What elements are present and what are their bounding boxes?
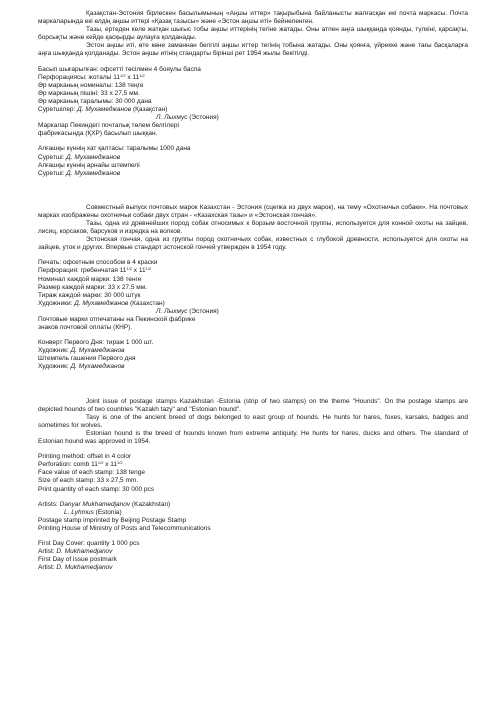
section-kazakh xyxy=(38,10,468,178)
intro-paragraph: Joint issue of postage stamps Kazakhstan -Estonia (strip of two stamps) on the theme "Hounds". On the postage stamps are depicted hounds of two countries "Kazakh tazy" and "Estonian hound". xyxy=(38,397,468,413)
first-day-cover: First Day Cover: quantity 1 000 pcs xyxy=(38,539,140,547)
first-day-postmark: Алғашқы күннің арнайы штемпелі xyxy=(38,161,140,169)
print-quantity: Print quantity of each stamp: 30 000 pcs xyxy=(38,485,154,493)
estonian-hound-paragraph: Эстон аңшы иті, өте көне заманнан белгілі аңшы иттер тегінің тобына жатады. Оны қоянға, үйрекке және тағы басқаларға аңға шыққанда қолданады. Эстон аңшы итінің стандарты бірінші рет 1954 жылы бекітілді. xyxy=(38,42,468,58)
first-day-cover: Конверт Первого Дня: тираж 1 000 шт. xyxy=(38,339,154,347)
artist-second: Л. Лыхмус (Эстония) xyxy=(156,307,219,315)
printing-method: Басып шығарылған: офсетті төсілмен 4 бояулы баспа xyxy=(38,65,201,73)
printed-at-line2: фабрикасында (ҚХР) басылып шыққан. xyxy=(38,130,158,138)
intro-paragraph: Қазақстан-Эстония бірлескен басылымының «Аңшы иттер» тақырыбына байланысты жалғасқан екі почта маркасы. Почта маркаларында екі елдің аңшы иттері «Қазақ тазысы» және «Эстон аңшы иті» бейнеленген. xyxy=(38,10,468,26)
artists: Суретшілер: Д. Мухамеджанов (Қазақстан) xyxy=(38,106,168,114)
stamp-size: Size of each stamp: 33 x 27,5 mm. xyxy=(38,477,139,485)
face-value: Номинал каждой марки: 138 тенге xyxy=(38,275,142,283)
perforation: Перфорация: гребенчатая $11^{1/2}$ x $11^{1/2}$ xyxy=(38,266,152,275)
perforation: Перфорациясы: жотальі $11^{1/2}$ x $11^{1/2}$ xyxy=(38,72,145,81)
stamp-size: Әр марканың пішіні: 33 х 27,5 мм. xyxy=(38,89,140,97)
face-value: Face value of each stamp: 138 tenge xyxy=(38,469,145,477)
printing-method: Printing method: offset in 4 color xyxy=(38,453,132,461)
printing-method: Печать: офсетным способом в 4 краски xyxy=(38,259,158,267)
first-day-postmark: First Day of issue postmark xyxy=(38,556,117,564)
estonian-hound-paragraph: Эстонская гончая, одна из группы пород охотничьих собак, известных с глубокой древности, используется для охоты на зайцев, уток и других. Впервые стандарт эстонской гончей утвержден в 1954 году. xyxy=(38,236,468,252)
section-russian xyxy=(38,204,468,372)
print-quantity: Әр марканың таралымы: 30 000 дана xyxy=(38,97,152,105)
printed-at-line2: знаков почтовой оплаты (КНР). xyxy=(38,324,133,332)
first-day-postmark: Штемпель гашения Первого дня xyxy=(38,355,136,363)
fdc-artist: Artist: D. Mukhamedjanov xyxy=(38,548,113,556)
artists: Художники: Д. Мухамеджанов (Казахстан) xyxy=(38,299,165,307)
perforation: Perforation: comb $11^{1/2}$ x $11^{1/2}$ xyxy=(38,460,123,469)
face-value: Әр марканың номиналы: 138 теңге xyxy=(38,81,144,89)
printed-at-line1: Почтовые марки отпечатаны на Пекинской фабрике xyxy=(38,316,196,323)
print-quantity: Тираж каждой марки: 30 000 штук xyxy=(38,291,141,299)
document-page xyxy=(38,10,468,572)
postmark-artist: Суретші: Д. Мухамеджанов xyxy=(38,169,121,177)
artists: Artists: Danyar Mukhamedjanov (Kazakhstan) xyxy=(38,500,171,508)
tazy-paragraph: Tasy is one of the ancient breed of dogs belonged to east group of hounds. He hunts for hares, foxes, karsaks, badges and sometimes for wolves. xyxy=(38,413,468,429)
postmark-artist: Artist: D. Mukhamedjanov xyxy=(38,564,113,572)
fdc-artist: Художник: Д. Мухамеджанов xyxy=(38,347,125,355)
intro-paragraph: Совместный выпуск почтовых марок Казахстан - Эстония (сцепка из двух марок), на тему «Охотничьи собаки». На почтовых марках изображены охотничьи собаки двух стран - «Казахская тазы» и «Эстонская гончая». xyxy=(38,203,468,219)
estonian-hound-paragraph: Estonian hound is the breed of hounds known from extreme antiquity. He hunts for hares, ducks and others. The standard of Estonian hound was approved in 1954. xyxy=(38,429,468,446)
postmark-artist: Художник: Д. Мухамеджанов xyxy=(38,363,125,371)
printed-at-line2: Printing House of Ministry of Posts and Telecommunications xyxy=(38,524,211,532)
stamp-size: Размер каждой марки: 33 х 27,5 мм. xyxy=(38,283,148,291)
printed-at-line1: Маркалар Пекиндегі почталық төлем белгілері xyxy=(38,122,179,130)
fdc-artist: Суретші: Д. Мухамеджанов xyxy=(38,153,121,161)
artist-second: Л. Лыхмус (Эстония) xyxy=(156,114,219,122)
first-day-cover: Алғашқы күннің хат қалтасы: таралымы 1000 дана xyxy=(38,145,191,153)
artist-second: L. Lyhmus (Estonia) xyxy=(64,508,122,516)
printed-at-line1: Postage stamp imprinted by Beijing Postage Stamp xyxy=(38,516,187,524)
tazy-paragraph: Тазы, ертеден келе жатқан шығыс тобы аңшы иттерінің тегіне жатады. Оны атпен аңға шыққанда қоянды, түлкіні, қарсақты, борсықты және кейде қасқырды аулауға қолданады. xyxy=(38,26,468,42)
section-english xyxy=(38,398,468,573)
tazy-paragraph: Тазы, одна из древнейших пород собак относимых к борзым восточной группы, используется для конной охоты на зайцев, лисиц, корсаков, барсуков и изредка на волков. xyxy=(38,219,468,236)
